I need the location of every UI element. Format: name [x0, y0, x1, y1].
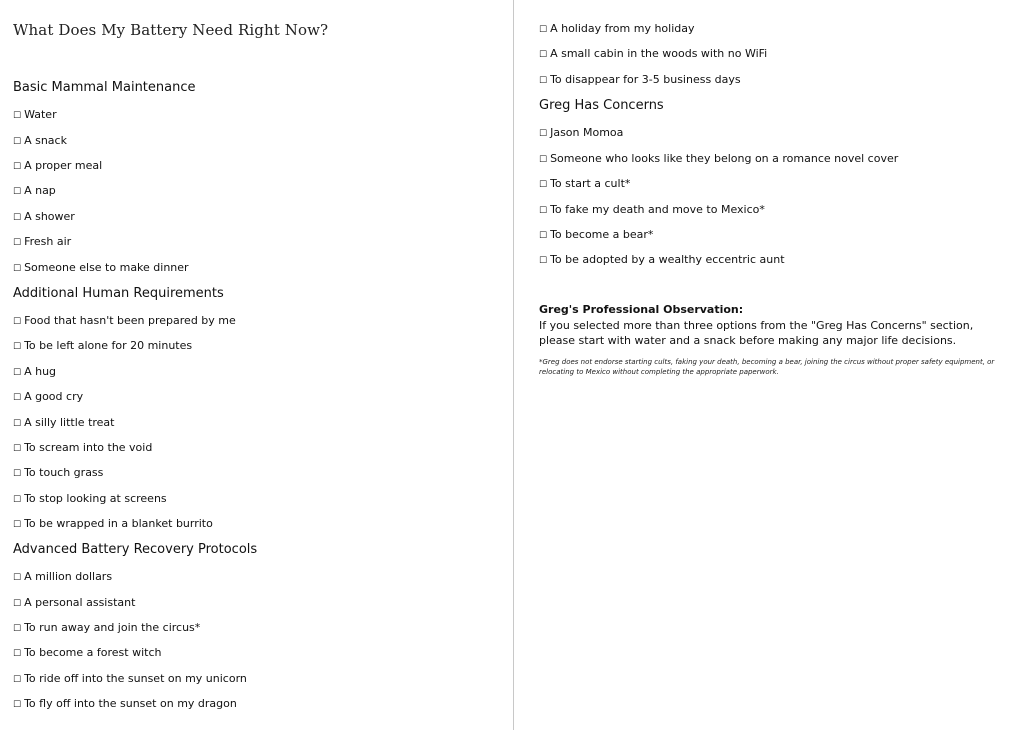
checklist-item[interactable]: [13, 390, 83, 403]
checkbox-icon[interactable]: ☐: [13, 649, 22, 659]
checklist-item-label: To fly off into the sunset on my dragon: [24, 697, 237, 710]
column-divider: [513, 0, 514, 730]
checkbox-icon[interactable]: ☐: [13, 187, 22, 197]
checkbox-icon[interactable]: ☐: [13, 469, 22, 479]
checkbox-icon[interactable]: ☐: [13, 520, 22, 530]
checklist-item[interactable]: [13, 365, 56, 378]
checklist-item[interactable]: [13, 492, 167, 505]
checklist-item-label: Jason Momoa: [550, 126, 624, 139]
checkbox-icon[interactable]: ☐: [13, 264, 22, 274]
checkbox-icon[interactable]: ☐: [539, 206, 548, 216]
checklist-item[interactable]: [13, 697, 237, 710]
checkbox-icon[interactable]: ☐: [539, 256, 548, 266]
checklist-item-label: A silly little treat: [24, 416, 115, 429]
checklist-item[interactable]: [13, 646, 161, 659]
checkbox-icon[interactable]: ☐: [13, 213, 22, 223]
checkbox-icon[interactable]: ☐: [13, 342, 22, 352]
checkbox-icon[interactable]: ☐: [13, 393, 22, 403]
checklist-item[interactable]: [13, 441, 152, 454]
checklist-item-label: A million dollars: [24, 570, 113, 583]
checklist-item[interactable]: [13, 235, 71, 248]
checklist-item-label: A hug: [24, 365, 57, 378]
checkbox-icon[interactable]: ☐: [539, 129, 548, 139]
checklist-item[interactable]: [13, 596, 135, 609]
checkbox-icon[interactable]: ☐: [539, 25, 548, 35]
checkbox-icon[interactable]: ☐: [13, 368, 22, 378]
checkbox-icon[interactable]: ☐: [13, 137, 22, 147]
checklist-item-label: A personal assistant: [24, 596, 136, 609]
checklist-item[interactable]: [539, 203, 765, 216]
checkbox-icon[interactable]: ☐: [13, 675, 22, 685]
checklist-item[interactable]: [13, 261, 189, 274]
page-title: What Does My Battery Need Right Now?: [13, 21, 329, 39]
checklist-item-label: Fresh air: [24, 235, 72, 248]
checkbox-icon[interactable]: ☐: [13, 419, 22, 429]
observation-body: If you selected more than three options from the "Greg Has Concerns" section, please start with water and a snack before making any major life decisions.: [539, 319, 974, 347]
checklist-item-label: A small cabin in the woods with no WiFi: [550, 47, 768, 60]
checklist-item[interactable]: [539, 228, 653, 241]
checklist-item-label: To ride off into the sunset on my unicorn: [24, 672, 247, 685]
observation-title: Greg's Professional Observation:: [539, 303, 744, 316]
checklist-item-label: To touch grass: [24, 466, 104, 479]
checkbox-icon[interactable]: ☐: [13, 495, 22, 505]
checkbox-icon[interactable]: ☐: [539, 76, 548, 86]
checklist-item[interactable]: [539, 152, 898, 165]
checklist-item-label: To be wrapped in a blanket burrito: [24, 517, 213, 530]
checklist-item-label: To start a cult*: [550, 177, 631, 190]
checklist-item-label: Someone who looks like they belong on a romance novel cover: [550, 152, 899, 165]
checklist-item-label: To disappear for 3-5 business days: [550, 73, 741, 86]
section-heading: Greg Has Concerns: [539, 98, 664, 113]
checkbox-icon[interactable]: ☐: [539, 50, 548, 60]
section-heading: Advanced Battery Recovery Protocols: [13, 542, 258, 557]
checklist-item[interactable]: [13, 108, 57, 121]
checklist-item[interactable]: [13, 621, 200, 634]
section-heading: Basic Mammal Maintenance: [13, 80, 196, 95]
checklist-item-label: A proper meal: [24, 159, 103, 172]
checklist-item-label: Food that hasn't been prepared by me: [24, 314, 236, 327]
checkbox-icon[interactable]: ☐: [539, 180, 548, 190]
checklist-item[interactable]: [13, 314, 236, 327]
checkbox-icon[interactable]: ☐: [13, 599, 22, 609]
checklist-item-label: To run away and join the circus*: [24, 621, 201, 634]
checklist-item-label: Water: [24, 108, 57, 121]
checkbox-icon[interactable]: ☐: [13, 624, 22, 634]
checklist-item[interactable]: [539, 126, 623, 139]
checklist-item[interactable]: [13, 570, 112, 583]
checklist-item-label: To scream into the void: [24, 441, 153, 454]
checklist-item-label: To stop looking at screens: [24, 492, 167, 505]
checkbox-icon[interactable]: ☐: [13, 700, 22, 710]
checkbox-icon[interactable]: ☐: [13, 444, 22, 454]
checklist-item[interactable]: [539, 177, 630, 190]
checkbox-icon[interactable]: ☐: [539, 155, 548, 165]
checklist-item-label: Someone else to make dinner: [24, 261, 189, 274]
checklist-item-label: A nap: [24, 184, 56, 197]
checklist-item-label: A shower: [24, 210, 75, 223]
checklist-item[interactable]: [13, 416, 114, 429]
checklist-item[interactable]: [13, 134, 67, 147]
checklist-item[interactable]: [539, 73, 741, 86]
checklist-item-label: To be adopted by a wealthy eccentric aunt: [550, 253, 785, 266]
checkbox-icon[interactable]: ☐: [13, 573, 22, 583]
checklist-item[interactable]: [13, 672, 247, 685]
section-heading: Additional Human Requirements: [13, 286, 224, 301]
checkbox-icon[interactable]: ☐: [13, 111, 22, 121]
checklist-item[interactable]: [13, 159, 102, 172]
checkbox-icon[interactable]: ☐: [13, 238, 22, 248]
checklist-item-label: A good cry: [24, 390, 84, 403]
checklist-item-label: To fake my death and move to Mexico*: [550, 203, 765, 216]
checklist-item[interactable]: [13, 517, 213, 530]
checklist-item[interactable]: [13, 210, 75, 223]
checklist-item[interactable]: [13, 466, 103, 479]
checklist-item[interactable]: [539, 253, 785, 266]
checklist-item[interactable]: [539, 22, 695, 35]
footnote: *Greg does not endorse starting cults, faking your death, becoming a bear, joining the circus without proper safety equipment, or relocating to Mexico without completing the appropriate paperwork.: [539, 358, 995, 376]
checklist-item[interactable]: [539, 47, 767, 60]
checklist-item-label: To become a bear*: [550, 228, 654, 241]
checklist-item[interactable]: [13, 339, 192, 352]
checklist-item-label: To become a forest witch: [24, 646, 162, 659]
checklist-item-label: A snack: [24, 134, 67, 147]
checkbox-icon[interactable]: ☐: [13, 317, 22, 327]
checklist-item-label: To be left alone for 20 minutes: [24, 339, 193, 352]
checklist-item[interactable]: [13, 184, 56, 197]
checklist-item-label: A holiday from my holiday: [550, 22, 695, 35]
checkbox-icon[interactable]: ☐: [539, 231, 548, 241]
checkbox-icon[interactable]: ☐: [13, 162, 22, 172]
